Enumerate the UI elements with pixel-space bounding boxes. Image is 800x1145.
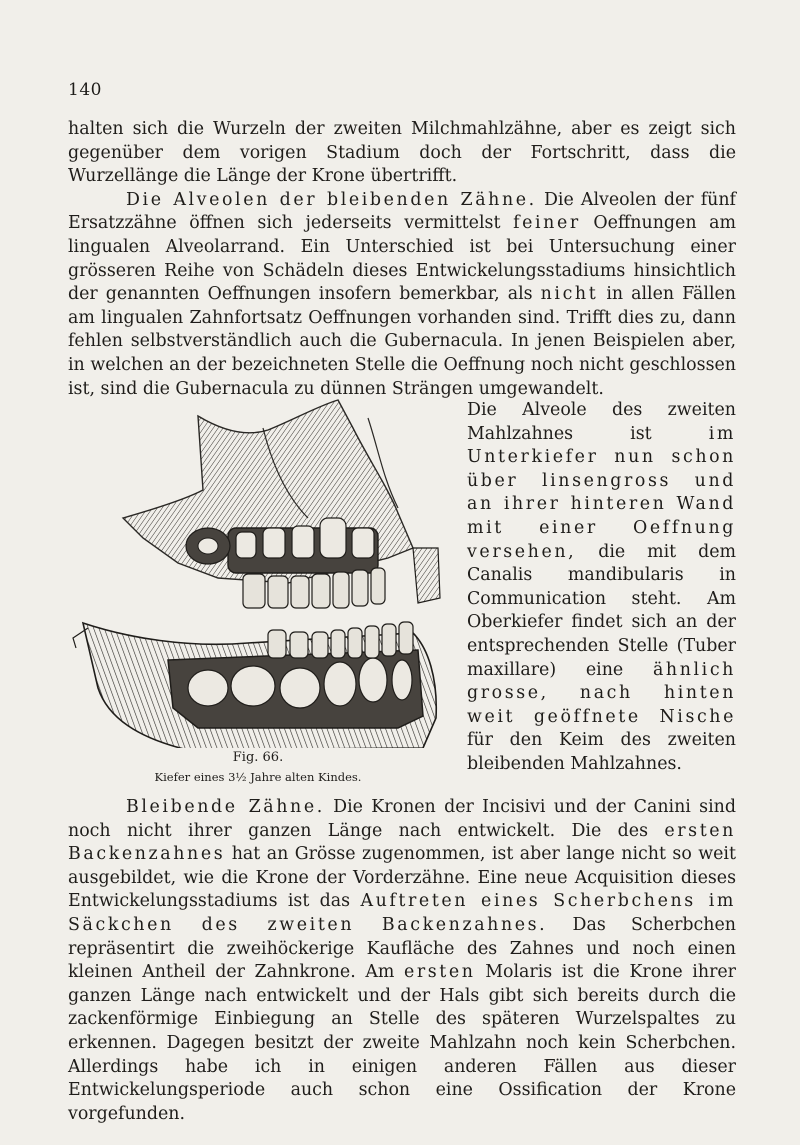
paragraph-bleibende-zaehne: [68, 796, 736, 1126]
emphasis-nicht: nicht: [540, 284, 599, 305]
side-paragraph: [467, 399, 736, 777]
paragraph-2-text-c: in allen Fällen am lingualen Zahnfortsatz Oeffnungen vorhanden sind. Trifft dies zu, dann fehlen selbstverständlich auch die Gubernacula. In jenen Beispielen aber, in welchen an der bezeichneten Stelle die Oeffnung noch nicht geschlossen ist, sind die Gubernacula zu dünnen Strängen umgewandelt.: [68, 284, 736, 399]
paragraph-3-text-a: Die Kronen der Incisivi und der Canini sind noch nicht ihrer ganzen Länge nach entwickelt. Die des: [68, 797, 736, 841]
paragraph-continued: [68, 118, 736, 401]
page-number: 140: [68, 80, 102, 100]
emphasis-feiner: feiner: [513, 213, 581, 234]
paragraph-3-text-d: Molaris ist die Krone ihrer ganzen Länge nach entwickelt und der Hals gibt sich bereits durch die zackenförmige Einbiegung an Stelle des späteren Wurzelspaltes zu erkennen. Dagegen besitzt der zweite Mahlzahn noch kein Scherbchen. Allerdings habe ich in einigen anderen Fällen aus dieser Entwickelungsperiode auch schon eine Ossification der Krone vorgefunden.: [68, 962, 736, 1124]
jaw-illustration: [68, 398, 460, 748]
side-emphasis-2: ähnlich grosse, nach hinten weit geöffnete Nische: [467, 659, 736, 727]
figure-caption: Kiefer eines 3½ Jahre alten Kindes.: [154, 770, 362, 784]
paragraph-3-emphasis-3: ersten: [403, 962, 476, 983]
paragraph-3-text-c: Das Scherbchen repräsentirt die zweihöckerige Kaufläche des Zahnes und noch einen kleinen Antheil der Zahnkrone. Am: [68, 914, 736, 983]
section-heading-bleibende: Bleibende Zähne.: [126, 797, 325, 817]
paragraph-2-text-a: Die Alveolen der fünf Ersatzzähne öffnen sich jederseits vermittelst: [68, 189, 736, 234]
paragraph-3-text-b: hat an Grösse zugenommen, ist aber lange nicht so weit ausgebildet, wie die Krone der Vorderzähne. Eine neue Acquisition dieses Entwickelungsstadiums ist das: [68, 844, 736, 912]
figure-66: [68, 398, 460, 790]
side-text-a: Die Alveole des zweiten Mahlzahnes ist: [467, 400, 736, 444]
paragraph-2-text-b: Oeffnungen am lingualen Alveolarrand. Ein Unterschied ist bei Untersuchung einer grösseren Reihe von Schädeln dieses Entwickelungsstadiums hinsichtlich der genannten Oeffnungen insofern bemerkbar, als: [68, 213, 736, 305]
side-text-c: für den Keim des zweiten bleibenden Mahlzahnes.: [467, 730, 736, 774]
paragraph-1-text: halten sich die Wurzeln der zweiten Milchmahlzähne, aber es zeigt sich gegenüber dem vorigen Stadium doch der Fortschritt, dass die Wurzellänge die Länge der Krone übertrifft.: [68, 119, 736, 187]
paragraph-3-emphasis-2: Auftreten eines Scherbchens im Säckchen des zweiten Backenzahnes.: [68, 891, 736, 935]
section-heading-alveolen: Die Alveolen der bleibenden Zähne.: [126, 189, 537, 210]
side-text-b: die mit dem Canalis mandibularis in Communication steht. Am Oberkiefer findet sich an der entsprechenden Stelle (Tuber maxillare) eine: [467, 541, 736, 680]
paragraph-3-emphasis-1: ersten Backenzahnes: [68, 820, 736, 865]
side-emphasis-1: im Unterkiefer nun schon über linsengross und an ihrer hinteren Wand mit einer Oeffnung versehen,: [467, 423, 736, 562]
figure-label: Fig. 66.: [232, 750, 284, 765]
